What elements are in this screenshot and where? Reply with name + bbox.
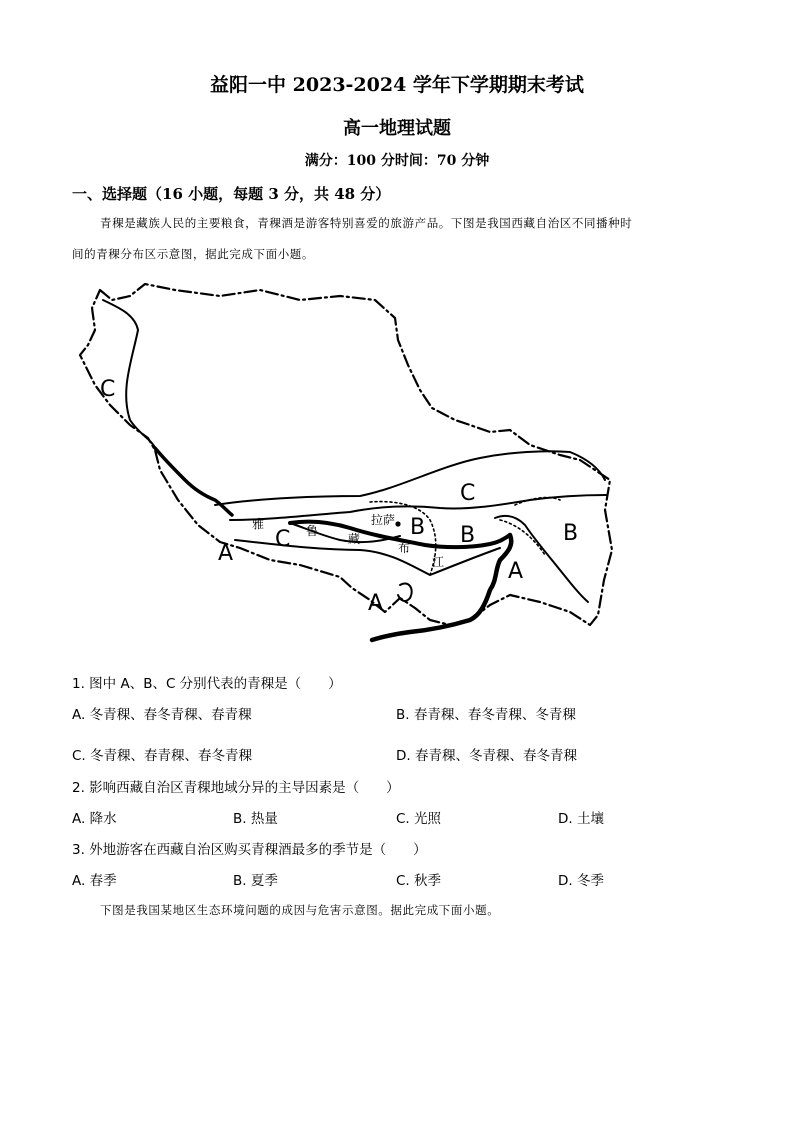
intro-line-2: 间的青稞分布区示意图，据此完成下面小题。: [72, 247, 314, 261]
zone-line-west: [103, 300, 155, 448]
exam-subtitle: 高一地理试题: [343, 118, 451, 139]
label-a-south: A: [368, 591, 384, 616]
question-3-option-b[interactable]: B. 夏季: [233, 873, 278, 889]
label-c-north: C: [460, 481, 476, 506]
question-2-option-a[interactable]: A. 降水: [72, 811, 117, 827]
exam-meta: 满分：100 分时间：70 分钟: [304, 153, 490, 169]
label-lhasa: 拉萨: [371, 513, 396, 527]
label-b-lhasa: B: [410, 515, 426, 540]
label-river-lu: 鲁: [306, 524, 319, 538]
label-b-mid: B: [460, 523, 476, 548]
question-1-option-d[interactable]: D. 春青稞、冬青稞、春冬青稞: [396, 748, 577, 764]
question-3-stem: 3. 外地游客在西藏自治区购买青稞酒最多的季节是（ ）: [72, 842, 427, 858]
question-3-option-a[interactable]: A. 春季: [72, 873, 117, 889]
question-3-option-c[interactable]: C. 秋季: [396, 873, 442, 889]
question-2-option-c[interactable]: C. 光照: [396, 811, 442, 827]
question-2-option-b[interactable]: B. 热量: [233, 811, 278, 827]
label-river-ya: 雅: [252, 517, 265, 531]
label-a-west: A: [218, 541, 234, 566]
next-section-intro: 下图是我国某地区生态环境问题的成因与危害示意图。据此完成下面小题。: [100, 903, 500, 917]
south-stream: [398, 583, 412, 601]
question-1-option-c[interactable]: C. 冬青稞、春青稞、春冬青稞: [72, 748, 253, 764]
question-2-stem: 2. 影响西藏自治区青稞地域分异的主导因素是（ ）: [72, 780, 400, 796]
label-river-zang: 藏: [348, 532, 361, 546]
question-1-option-a[interactable]: A. 冬青稞、春冬青稞、春青稞: [72, 707, 252, 723]
section-heading: 一、选择题（16 小题，每题 3 分，共 48 分）: [72, 185, 391, 203]
question-1-option-b[interactable]: B. 春青稞、春冬青稞、冬青稞: [396, 707, 576, 723]
label-river-jiang: 江: [432, 555, 445, 569]
label-b-east: B: [563, 521, 579, 546]
label-a-east: A: [508, 559, 524, 584]
question-3-option-d[interactable]: D. 冬季: [558, 873, 604, 889]
label-river-bu: 布: [398, 541, 411, 555]
intro-line-1: 青稞是藏族人民的主要粮食，青稞酒是游客特别喜爱的旅游产品。下图是我国西藏自治区不同播种时: [100, 216, 633, 230]
label-c-mid: C: [275, 527, 291, 552]
exam-title: 益阳一中 2023-2024 学年下学期期末考试: [210, 74, 584, 96]
label-c-west: C: [100, 377, 116, 402]
lhasa-point: [395, 521, 400, 526]
question-2-option-d[interactable]: D. 土壤: [558, 811, 604, 827]
question-1-stem: 1. 图中 A、B、C 分别代表的青稞是（ ）: [72, 676, 342, 692]
